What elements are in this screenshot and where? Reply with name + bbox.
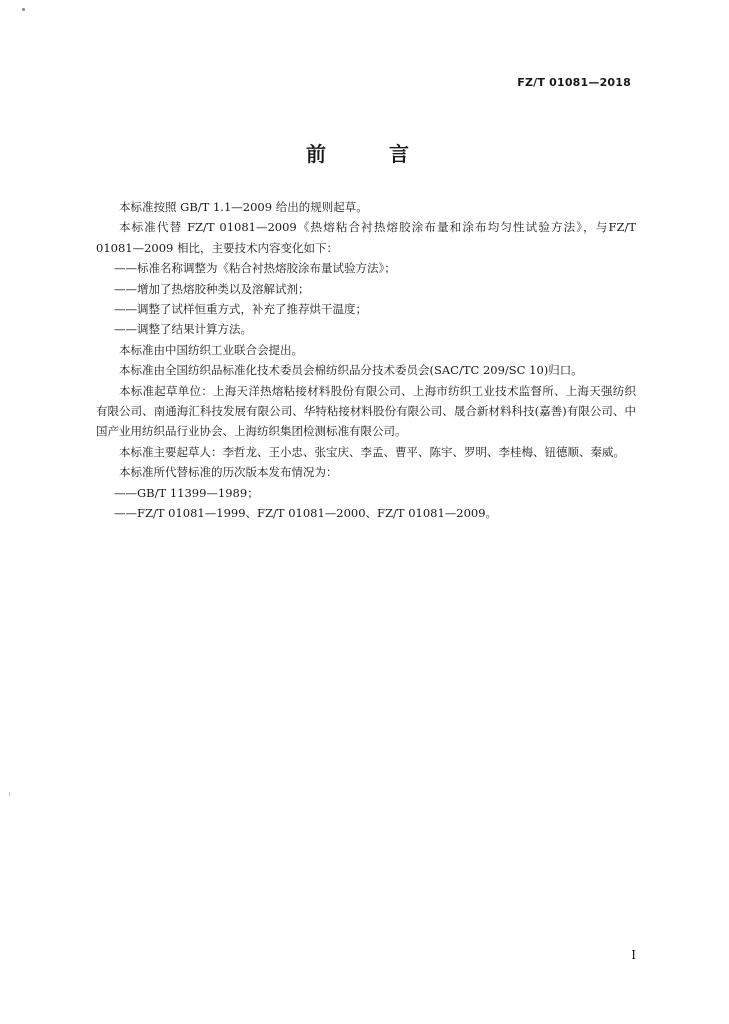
paragraph: 本标准所代替标准的历次版本发布情况为： [119, 465, 338, 480]
page-title: 前 言 [306, 142, 437, 166]
paragraph: 本标准主要起草人：李哲龙、王小忠、张宝庆、李孟、曹平、陈宇、罗明、李桂梅、钮德顺、秦威。 [119, 444, 625, 459]
list-item: ——标准名称调整为《粘合衬热熔胶涂布量试验方法》； [114, 261, 396, 276]
page-number: I [631, 948, 636, 962]
list-item: ——调整了结果计算方法。 [114, 322, 252, 337]
paragraph: 本标准起草单位：上海天洋热熔粘接材料股份有限公司、上海市纺织工业技术监督所、上海天强纺织有限公司、南通海汇科技发展有限公司、华特粘接材料股份有限公司、晟合新材料科技(嘉善)有限公司、中国产业用纺织品行业协会、上海纺织集团检测标准有限公司。 [96, 383, 636, 439]
standard-number: FZ/T 01081—2018 [517, 76, 631, 89]
list-item: ——GB/T 11399—1989； [114, 485, 259, 500]
preface-body [96, 197, 636, 524]
scan-mark [9, 792, 10, 796]
paragraph: 本标准按照 GB/T 1.1—2009 给出的规则起草。 [119, 200, 368, 214]
scan-mark [22, 8, 25, 11]
list-item: ——增加了热熔胶种类以及溶解试剂； [114, 281, 310, 296]
paragraph: 本标准代替 FZ/T 01081—2009《热熔粘合衬热熔胶涂布量和涂布均匀性试验方法》，与FZ/T 01081—2009 相比，主要技术内容变化如下： [96, 220, 636, 255]
list-item: ——调整了试样恒重方式，补充了推荐烘干温度； [114, 302, 367, 317]
paragraph: 本标准由全国纺织品标准化技术委员会棉纺织品分技术委员会(SAC/TC 209/SC 10)归口。 [119, 363, 583, 378]
list-item: ——FZ/T 01081—1999、FZ/T 01081—2000、FZ/T 01081—2009。 [114, 506, 498, 521]
paragraph: 本标准由中国纺织工业联合会提出。 [119, 342, 303, 357]
